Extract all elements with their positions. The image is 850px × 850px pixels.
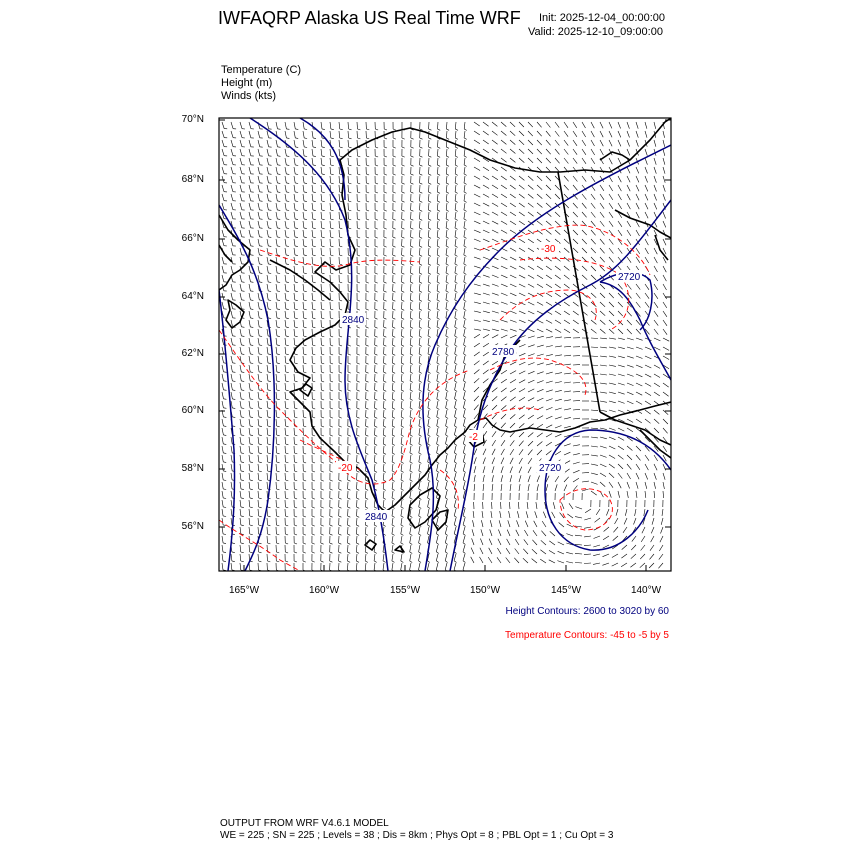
height-label: 2780: [492, 347, 515, 358]
height-contours: [219, 118, 671, 571]
field-height-label: Height (m): [221, 77, 273, 89]
lon-tick-label: 150°W: [469, 585, 501, 596]
model-info-line2: WE = 225 ; SN = 225 ; Levels = 38 ; Dis = 8km ; Phys Opt = 8 ; PBL Opt = 1 ; Cu Opt = 3: [220, 830, 614, 841]
lat-tick-label: 56°N: [181, 521, 204, 532]
valid-time: Valid: 2025-12-10_09:00:00: [528, 26, 663, 38]
wind-barbs: [222, 122, 669, 572]
contour-labels: [336, 242, 642, 523]
map-frame: [219, 118, 671, 571]
lon-tick-label: 165°W: [228, 585, 260, 596]
field-winds-label: Winds (kts): [221, 90, 276, 102]
lon-tick-label: 145°W: [550, 585, 582, 596]
field-temperature-label: Temperature (C): [221, 64, 302, 76]
height-label: 2840: [342, 315, 365, 326]
height-label: 2720: [618, 272, 641, 283]
lat-tick-label: 64°N: [181, 291, 204, 302]
lat-tick-label: 66°N: [181, 233, 204, 244]
lon-tick-label: 140°W: [630, 585, 662, 596]
temperature-label: -2: [469, 432, 478, 443]
lon-tick-label: 160°W: [308, 585, 340, 596]
model-info-line1: OUTPUT FROM WRF V4.6.1 MODEL: [220, 818, 389, 829]
lat-tick-label: 68°N: [181, 174, 204, 185]
temperature-label: -30: [541, 244, 556, 255]
init-time: Init: 2025-12-04_00:00:00: [539, 12, 665, 24]
lat-tick-label: 58°N: [181, 463, 204, 474]
height-label: 2840: [365, 512, 388, 523]
lat-tick-label: 62°N: [181, 348, 204, 359]
lon-tick-label: 155°W: [389, 585, 421, 596]
temperature-label: -20: [338, 463, 353, 474]
lat-tick-label: 60°N: [181, 405, 204, 416]
height-label: 2720: [539, 463, 562, 474]
height-contours-note: Height Contours: 2600 to 3020 by 60: [505, 606, 669, 617]
temperature-contours: [219, 225, 650, 571]
chart-title: IWFAQRP Alaska US Real Time WRF: [218, 8, 521, 28]
temperature-contours-note: Temperature Contours: -45 to -5 by 5: [505, 630, 669, 641]
lat-tick-label: 70°N: [181, 114, 204, 125]
